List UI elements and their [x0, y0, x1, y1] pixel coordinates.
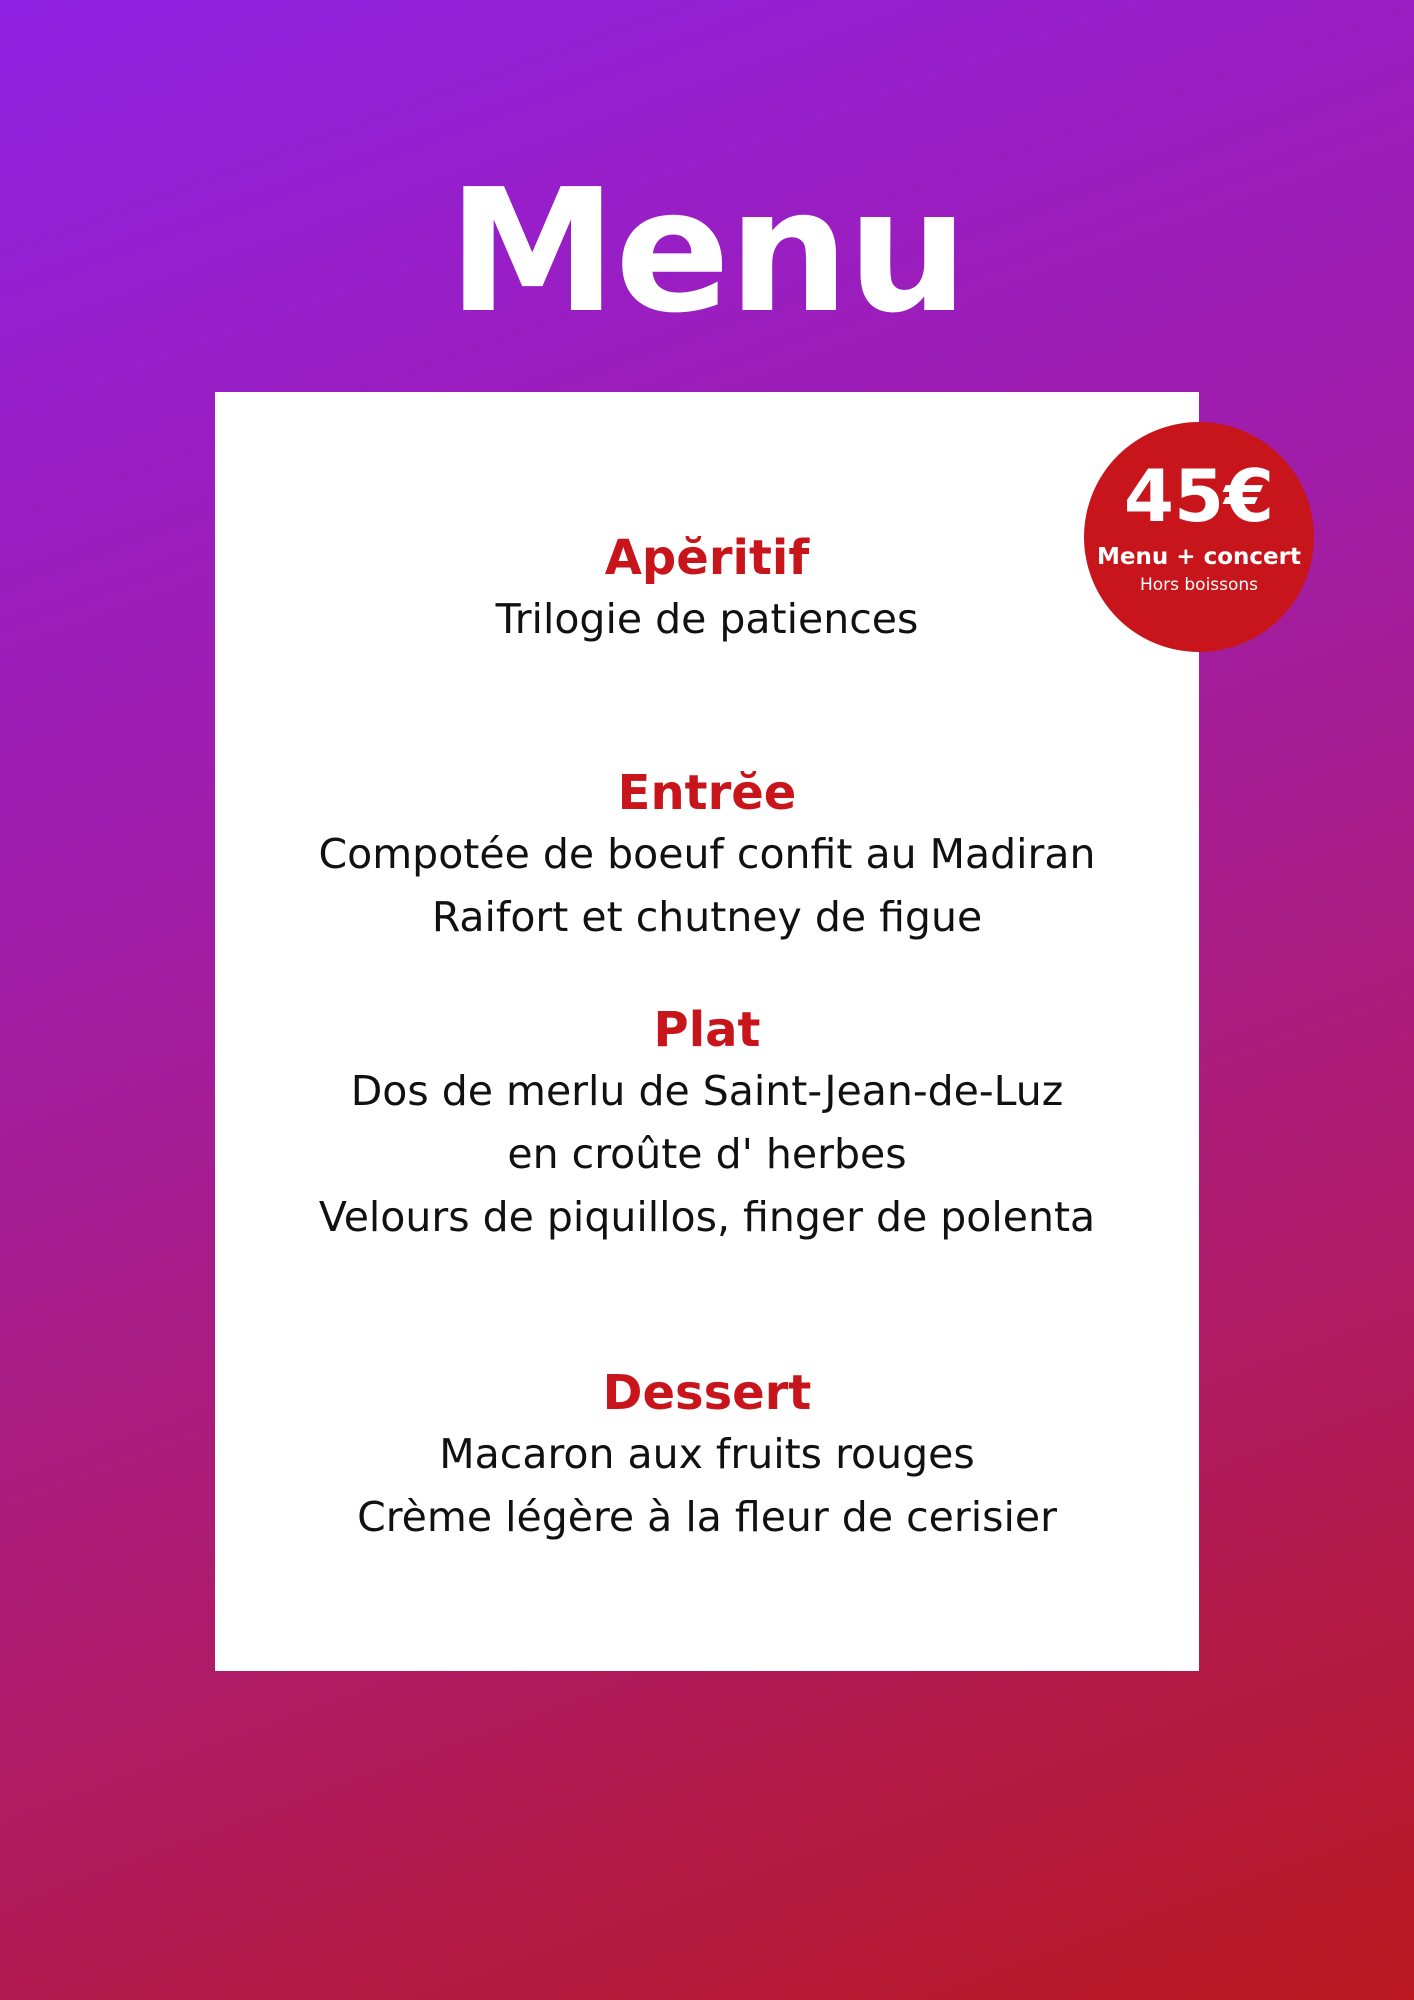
page-title: Menu — [447, 153, 967, 351]
course-line: Compotée de boeuf confit au Madiran — [318, 830, 1096, 878]
menu-card — [215, 392, 1199, 1671]
course-heading: Entrĕe — [617, 765, 797, 821]
course-entree — [215, 763, 1199, 949]
course-line: Velours de piquillos, finger de polenta — [318, 1193, 1096, 1241]
course-line: Crème légère à la fleur de cerisier — [357, 1493, 1057, 1541]
price-note: Hors boissons — [1139, 575, 1259, 595]
course-line: Trilogie de patiences — [495, 595, 919, 643]
course-aperitif — [215, 528, 1199, 651]
course-plat — [215, 1000, 1199, 1249]
course-heading: Plat — [653, 1002, 761, 1058]
course-dessert — [215, 1363, 1199, 1549]
price-label: Menu + concert — [1097, 544, 1301, 570]
course-line: Macaron aux fruits rouges — [439, 1430, 975, 1478]
course-heading: Dessert — [602, 1365, 812, 1421]
course-line: en croûte d' herbes — [507, 1130, 907, 1178]
price-amount: 45€ — [1123, 454, 1275, 538]
course-heading: Apĕritif — [604, 530, 810, 586]
course-line: Raifort et chutney de figue — [431, 893, 983, 941]
course-line: Dos de merlu de Saint-Jean-de-Luz — [350, 1067, 1064, 1115]
price-badge — [1084, 422, 1314, 652]
